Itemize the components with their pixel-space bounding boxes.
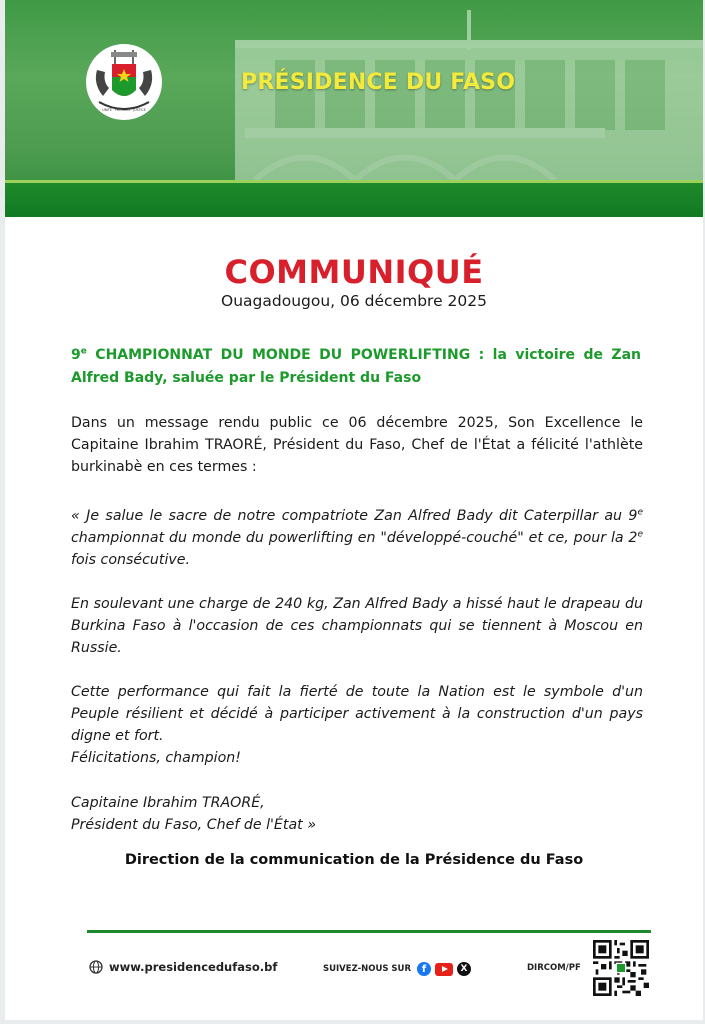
quote1-part-c: fois consécutive.	[71, 552, 191, 568]
banner-title: PRÉSIDENCE DU FASO	[241, 70, 516, 95]
signature-name: Capitaine Ibrahim TRAORÉ,	[71, 795, 265, 811]
facebook-icon[interactable]: f	[417, 962, 431, 976]
quote-paragraph-3: Cette performance qui fait la fierté de toute la Nation est le symbole d'un Peuple résilient et décidé à participer activement à la construction d'un pays digne et fort.	[71, 684, 643, 744]
communique-page	[5, 0, 703, 1020]
quote-paragraph-4: Félicitations, champion!	[71, 750, 241, 766]
quote1-ordinal-1: e	[637, 507, 643, 518]
communique-title: COMMUNIQUÉ	[224, 253, 484, 291]
globe-icon	[89, 960, 103, 974]
coat-of-arms-emblem-icon	[85, 40, 163, 124]
header-banner	[5, 0, 703, 217]
emblem-motto: UNITÉ · PROGRÈS · JUSTICE	[102, 108, 146, 112]
x-icon[interactable]: X	[457, 962, 471, 976]
signature-title: Président du Faso, Chef de l'État »	[71, 817, 316, 833]
footer-divider	[87, 930, 651, 933]
headline	[71, 344, 641, 390]
dircom-label: DIRCOM/PF	[527, 963, 581, 973]
quote1-part-a: « Je salue le sacre de notre compatriote Zan Alfred Bady dit Caterpillar au 9	[71, 508, 638, 524]
quote-paragraph-1	[71, 505, 643, 571]
direction-line: Direction de la communication de la Présidence du Faso	[124, 852, 584, 868]
palace-building-image	[235, 10, 703, 185]
youtube-icon[interactable]	[435, 963, 453, 976]
social-links	[417, 962, 471, 976]
qr-code-icon	[593, 940, 649, 996]
intro-paragraph: Dans un message rendu public ce 06 décembre 2025, Son Excellence le Capitaine Ibrahim TRAORÉ, Président du Faso, Chef de l'État a félicité l'athlète burkinabè en ces termes :	[71, 415, 643, 475]
headline-text: CHAMPIONNAT DU MONDE DU POWERLIFTING : la victoire de Zan Alfred Bady, saluée par le Président du Faso	[71, 347, 641, 386]
banner-stripe	[5, 183, 703, 217]
website-link[interactable]: www.presidencedufaso.bf	[109, 960, 278, 974]
quote-paragraph-2: En soulevant une charge de 240 kg, Zan Alfred Bady a hissé haut le drapeau du Burkina Faso à l'occasion de ces championnats qui se tiennent à Moscou en Russie.	[71, 596, 643, 656]
headline-number: 9	[71, 347, 81, 363]
dateline: Ouagadougou, 06 décembre 2025	[221, 292, 487, 310]
footer-follow	[323, 962, 471, 976]
headline-ordinal: e	[80, 346, 87, 357]
quote1-part-b: championnat du monde du powerlifting en "développé-couché" et ce, pour la 2	[71, 530, 638, 546]
footer-website[interactable]	[89, 960, 277, 974]
follow-label: SUIVEZ-NOUS SUR	[323, 964, 412, 974]
quote1-ordinal-2: e	[637, 529, 643, 540]
